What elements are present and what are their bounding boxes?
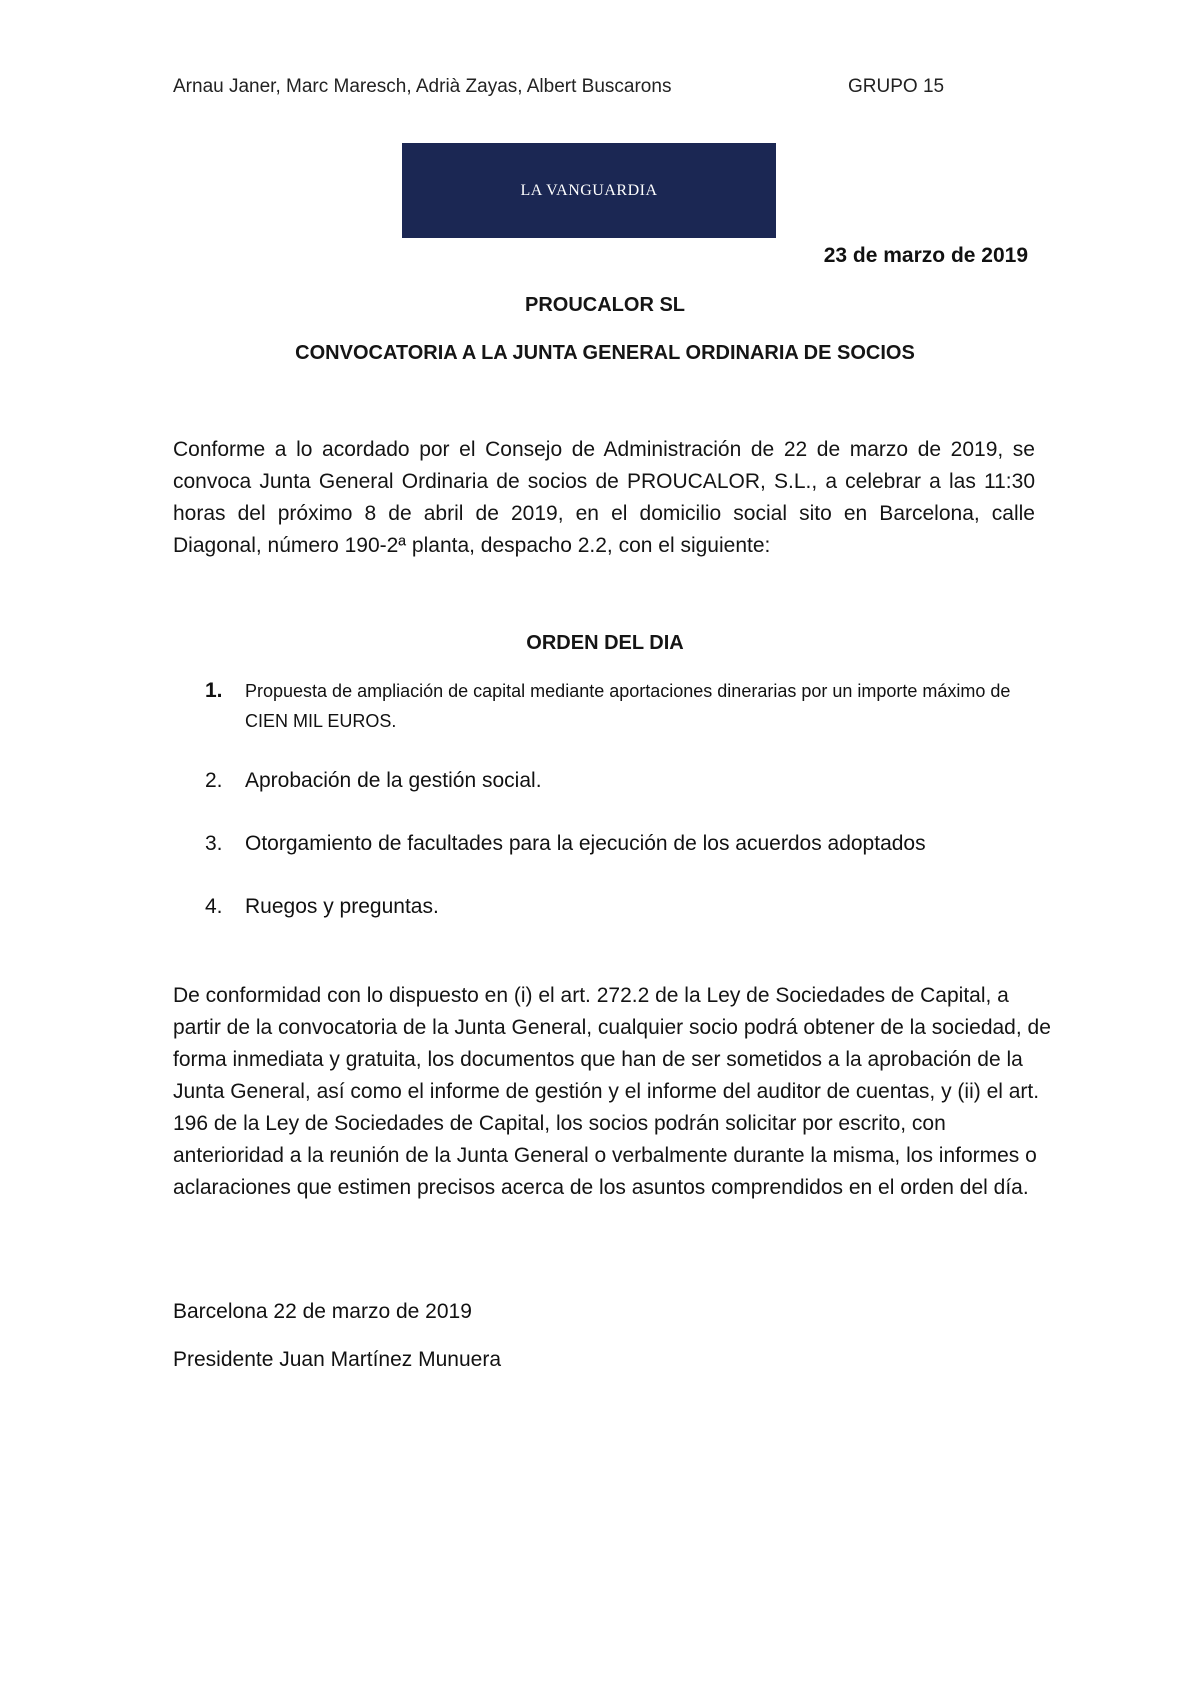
intro-paragraph: Conforme a lo acordado por el Consejo de Administración de 22 de marzo de 2019, se convoca Junta General Ordinaria de socios de PROUCALOR, S.L., a celebrar a las 11:30 horas del próximo 8 de abril de 2019, en el domicilio social sito en Barcelona, calle Diagonal, número 190-2ª planta, despacho 2.2, con el siguiente: [173,438,1035,557]
agenda-item [205,832,1035,856]
rights-paragraph: De conformidad con lo dispuesto en (i) el art. 272.2 de la Ley de Sociedades de Capital, a partir de la convocatoria de la Junta General, cualquier socio podrá obtener de la sociedad, de forma inmediata y gratuita, los documentos que han de ser sometidos a la aprobación de la Junta General, así como el informe de gestión y el informe del auditor de cuentas, y (ii) el art. 196 de la Ley de Sociedades de Capital, los socios podrán solicitar por escrito, con anterioridad a la reunión de la Junta General o verbalmente durante la misma, los informes o aclaraciones que estimen precisos acerca de los asuntos comprendidos en el orden del día. [173,984,1051,1199]
document-date: 23 de marzo de 2019 [823,244,1028,267]
la-vanguardia-logo [402,143,776,238]
agenda-list [205,676,1035,919]
closing-signature: Presidente Juan Martínez Munuera [173,1348,502,1371]
agenda-item-text: Aprobación de la gestión social. [245,769,542,792]
agenda-item [205,769,1035,793]
agenda-item [205,676,1035,736]
header-authors: Arnau Janer, Marc Maresch, Adrià Zayas, Albert Buscarons [173,76,672,97]
agenda-item-number: 2. [205,769,223,792]
agenda-item-text: Ruegos y preguntas. [245,895,439,918]
agenda-item-number: 4. [205,895,223,918]
logo-text: LA VANGUARDIA [520,181,658,199]
convocatoria-title: CONVOCATORIA A LA JUNTA GENERAL ORDINARIA DE SOCIOS [295,342,915,364]
agenda-item-text: Propuesta de ampliación de capital mediante aportaciones dinerarias por un importe máximo de CIEN MIL EUROS. [245,681,1011,731]
agenda-item [205,895,1035,919]
agenda-item-number: 1. [205,679,223,702]
agenda-item-text: Otorgamiento de facultades para la ejecución de los acuerdos adoptados [245,832,926,855]
orden-del-dia-title: ORDEN DEL DIA [526,632,684,654]
agenda-item-number: 3. [205,832,223,855]
closing-city-date: Barcelona 22 de marzo de 2019 [173,1300,472,1323]
company-name: PROUCALOR SL [525,294,685,316]
header-group: GRUPO 15 [848,76,945,97]
